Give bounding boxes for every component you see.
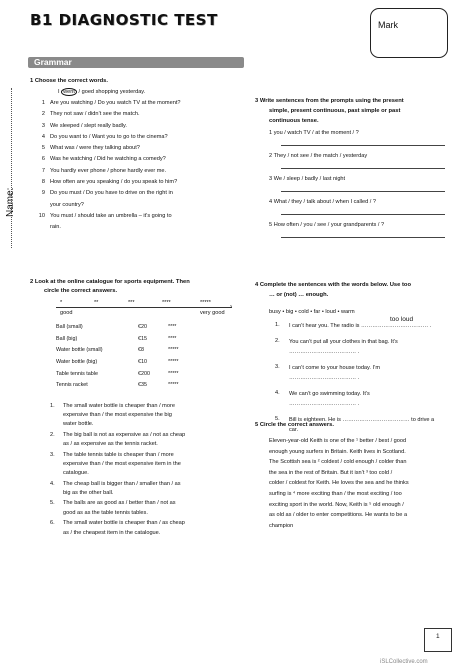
q3-item-number: 4 (269, 199, 273, 205)
catalogue-item: Table tennis table (56, 370, 98, 377)
q1-example (30, 87, 248, 98)
q3-heading-2: simple, present continuous, past simple or past (269, 108, 401, 114)
q2-item (30, 451, 248, 479)
q5-heading: 5 Circle the correct answers. (255, 422, 334, 428)
q1-item (30, 200, 248, 211)
word-bank: busy • big • cold • far • loud • warm (269, 309, 355, 315)
q1-item-text[interactable]: Are you watching / Do you watch TV at the moment? (50, 100, 181, 106)
q3-answer-line[interactable] (281, 145, 445, 146)
q1-item (30, 188, 248, 199)
catalogue-stars: ***** (168, 370, 179, 377)
q1-item-text[interactable]: rain. (50, 224, 61, 231)
q4-item-line[interactable]: ……………………………… . (289, 401, 360, 407)
q1-item-number: 3 (41, 122, 45, 129)
scale-star-3: *** (128, 300, 135, 306)
q2-item-line[interactable]: The small water bottle is cheaper than / as cheap (63, 520, 185, 527)
catalogue-stars: ***** (168, 382, 179, 389)
q2-item-line[interactable]: as / the cheapest item in the catalogue. (63, 529, 161, 536)
q3-item-text: What / they / talk about / when I called / ? (273, 199, 376, 205)
q4-item-line[interactable]: You can’t put all your clothes in that bag. It’s (289, 338, 398, 345)
rating-scale (56, 300, 234, 319)
catalogue-item: Ball (big) (56, 335, 78, 342)
scale-arrow-line (56, 307, 232, 308)
scale-good: good (60, 310, 73, 316)
catalogue-stars: ***** (168, 347, 179, 354)
q3-items (255, 128, 455, 243)
q2-item-number: 1. (50, 402, 55, 409)
q2-item-line[interactable]: The table tennis table is cheaper than / more (63, 451, 174, 458)
q5-text-line[interactable]: the sea in the rest of Britain. But it isn’t ³ too cold / (269, 469, 393, 476)
q4-item-line[interactable]: I can’t hear you. The radio is ……………………………… . (289, 323, 432, 329)
q5-text (255, 436, 455, 531)
q4-heading-2: … or (not) … enough. (269, 292, 329, 298)
q4-item (255, 363, 455, 384)
q4-item-line[interactable]: I can’t come to your house today. I’m (289, 364, 380, 371)
q3-item-text: you / watch TV / at the moment / ? (273, 130, 359, 136)
q3-block (255, 96, 455, 243)
q1-item (30, 177, 248, 188)
q1-item-number: 8 (41, 179, 45, 186)
q1-item (30, 222, 248, 233)
q1-items (30, 98, 248, 234)
mark-box[interactable] (370, 8, 448, 58)
scale-star-1: * (60, 300, 63, 306)
q3-item (255, 174, 455, 197)
q5-text-line[interactable]: exciting sport in the world. Now, Keith is ⁵ old enough / (269, 501, 404, 508)
q1-item-text[interactable]: Was he watching / Did he watching a comedy? (50, 156, 166, 163)
footer-watermark: iSLCollective.com (380, 659, 428, 665)
q2-block (30, 278, 248, 539)
grammar-section-bar (28, 57, 244, 68)
q3-item (255, 197, 455, 220)
q1-item (30, 121, 248, 132)
q3-item-number: 1 (269, 130, 273, 136)
q1-item-text[interactable]: You hardly ever phone / phone hardly ever me. (50, 167, 167, 174)
catalogue-price: €15 (138, 335, 147, 342)
q1-example-pre: I (58, 89, 62, 95)
q5-text-line[interactable]: Eleven-year-old Keith is one of the ¹ better / best / good (269, 438, 407, 444)
q4-item-number: 1. (275, 322, 280, 328)
catalogue-row (56, 334, 179, 346)
q5-text-line[interactable]: enough young surfers in Britain. Keith lives in Scotland. (269, 448, 406, 455)
mark-label: Mark (378, 20, 398, 30)
q2-item-line[interactable]: The balls are as good as / better than / not as (63, 500, 176, 507)
q1-block (30, 76, 248, 234)
q1-item-text[interactable]: We sleeped / slept really badly. (50, 122, 127, 129)
q1-item-number: 7 (41, 167, 45, 174)
q1-example-post: / goed shopping yesterday. (76, 89, 146, 95)
q3-answer-line[interactable] (281, 214, 445, 215)
catalogue-item: Ball (small) (56, 324, 83, 331)
q3-item-number: 5 (269, 222, 273, 228)
q2-item (30, 519, 248, 538)
q2-item-number: 6. (50, 520, 55, 527)
catalogue-stars: ***** (168, 359, 179, 366)
q3-answer-line[interactable] (281, 168, 445, 169)
q1-item-text[interactable]: Do you must / Do you have to drive on the right in (50, 190, 173, 197)
catalogue-row (56, 380, 179, 392)
q1-item (30, 109, 248, 120)
page-number: 1 (436, 633, 440, 640)
q5-text-line[interactable]: surfing is ⁴ more exciting than / the most exciting / too (269, 490, 402, 497)
q3-item (255, 151, 455, 174)
q4-item-line[interactable]: car. (289, 427, 299, 433)
catalogue-stars: **** (168, 324, 177, 331)
q5-text-line[interactable]: as old as / older to enter competitions. He wants to be a (269, 512, 408, 519)
q1-item-number: 10 (38, 212, 45, 219)
grammar-label: Grammar (34, 57, 72, 67)
q4-item-line[interactable]: Bill is eighteen. He is ……………………………… to drive a (289, 416, 435, 423)
q4-item-line[interactable]: We can’t go swimming today. It’s (289, 390, 370, 397)
q2-item-line[interactable]: expensive than / the most expensive the big (63, 411, 172, 418)
catalogue-item: Tennis racket (56, 382, 88, 389)
q1-item-number: 5 (41, 145, 45, 152)
q2-heading-2: circle the correct answers. (44, 288, 118, 294)
q1-heading: 1 Choose the correct words. (30, 78, 108, 84)
catalogue-row (56, 322, 179, 334)
catalogue-item: Water bottle (big) (56, 359, 98, 366)
q4-items (255, 321, 455, 436)
catalogue-row (56, 345, 179, 357)
q1-item (30, 166, 248, 177)
q2-item (30, 480, 248, 499)
page-title: B1 DIAGNOSTIC TEST (30, 11, 218, 29)
q4-item (255, 389, 455, 410)
q1-item-text[interactable]: Do you want to / Want you to go to the cinema? (50, 133, 168, 140)
q3-item-text: How often / you / see / your grandparents / ? (273, 222, 385, 228)
q4-item (255, 321, 455, 332)
catalogue-stars: **** (168, 335, 177, 342)
catalogue-price: €10 (138, 359, 147, 366)
q1-item-number: 4 (41, 133, 45, 140)
catalogue-price: €8 (138, 347, 144, 354)
q4-item-number: 3. (275, 363, 280, 370)
name-label: Name: (5, 187, 16, 217)
q3-item-text: We / sleep / badly / last night (273, 176, 346, 182)
q1-item (30, 211, 248, 222)
name-line[interactable] (11, 88, 12, 248)
q5-text-line[interactable]: colder / coldest for Keith. He loves the sea and he thinks (269, 480, 409, 487)
q3-heading-3: continuous tense. (269, 118, 319, 124)
q4-block (255, 280, 455, 441)
q1-item (30, 98, 248, 109)
q2-item-line[interactable]: The big ball is not as expensive as / not as cheap (63, 431, 186, 438)
q1-item (30, 154, 248, 165)
page-number-box (424, 628, 452, 652)
q5-block (255, 420, 455, 531)
q2-items (30, 402, 248, 538)
q1-item-number: 2 (41, 111, 45, 118)
q3-item-number: 2 (269, 153, 273, 159)
q1-item-text[interactable]: your country? (50, 201, 84, 208)
catalogue-row (56, 368, 179, 380)
q4-item (255, 337, 455, 358)
q2-item (30, 431, 248, 450)
q1-example-circled: went (63, 89, 75, 95)
scale-star-5: ***** (200, 300, 211, 306)
q2-item (30, 499, 248, 518)
catalogue-table (56, 322, 179, 392)
q2-item-number: 4. (50, 480, 55, 487)
q3-item (255, 128, 455, 151)
q4-item-number: 5. (275, 415, 280, 422)
q4-item-number: 2. (275, 337, 280, 344)
catalogue-price: €35 (138, 382, 147, 389)
scale-arrow-head: › (230, 304, 232, 310)
q3-heading-1: 3 Write sentences from the prompts using the present (255, 98, 404, 104)
q3-item-text: They / not see / the match / yesterday (273, 153, 368, 159)
q1-item (30, 132, 248, 143)
q4-item-number: 4. (275, 389, 280, 396)
scale-very-good: very good (200, 310, 225, 316)
q1-item-text[interactable]: They not saw / didn’t see the match. (50, 111, 140, 118)
q3-answer-line[interactable] (281, 237, 445, 238)
q1-item-number: 9 (41, 190, 45, 197)
catalogue-item: Water bottle (small) (56, 347, 103, 354)
catalogue-price: €200 (138, 370, 150, 377)
q2-item-number: 3. (50, 451, 55, 458)
q5-text-line[interactable]: champion (269, 522, 294, 529)
q3-answer-line[interactable] (281, 191, 445, 192)
q3-item-number: 3 (269, 176, 273, 182)
q4-item-line[interactable]: ……………………………… . (289, 349, 360, 355)
q2-item (30, 402, 248, 430)
catalogue-price: €20 (138, 324, 147, 331)
q2-item-line[interactable]: expensive than / the most expensive item in the (63, 460, 181, 467)
q4-example-answer: too loud (390, 316, 414, 323)
q1-item (30, 143, 248, 154)
q1-item-number: 1 (41, 100, 45, 106)
q2-heading-1: 2 Look at the online catalogue for sports equipment. Then (30, 279, 190, 285)
q2-item-line[interactable]: water bottle. (63, 421, 94, 428)
q4-heading-1: 4 Complete the sentences with the words below. Use too (255, 282, 412, 288)
q2-item-line[interactable]: as / as expensive as the tennis racket. (63, 441, 158, 448)
q1-item-number: 6 (41, 156, 45, 163)
q1-item-text[interactable]: You must / should take an umbrella – it’s going to (50, 212, 172, 219)
q2-item-line[interactable]: catalogue. (63, 470, 89, 477)
scale-star-4: **** (162, 300, 171, 306)
q2-item-line[interactable]: The cheap ball is bigger than / smaller than / as (63, 480, 181, 487)
q2-item-number: 5. (50, 500, 55, 507)
scale-star-2: ** (94, 300, 99, 306)
q5-text-line[interactable]: The Scottish sea is ² coldest / cold enough / colder than (269, 459, 407, 466)
q2-item-number: 2. (50, 431, 55, 438)
q2-item-line[interactable]: The small water bottle is cheaper than / more (63, 402, 175, 409)
catalogue-row (56, 357, 179, 369)
q4-item-line[interactable]: ……………………………… . (289, 375, 360, 381)
q1-item-text[interactable]: How often are you speaking / do you speak to him? (50, 179, 178, 186)
q2-item-line[interactable]: big as the other ball. (63, 490, 114, 497)
q3-item (255, 220, 455, 243)
q1-item-text[interactable]: What was / were they talking about? (50, 145, 140, 152)
q2-item-line[interactable]: good as as the table tennis tables. (63, 509, 148, 516)
